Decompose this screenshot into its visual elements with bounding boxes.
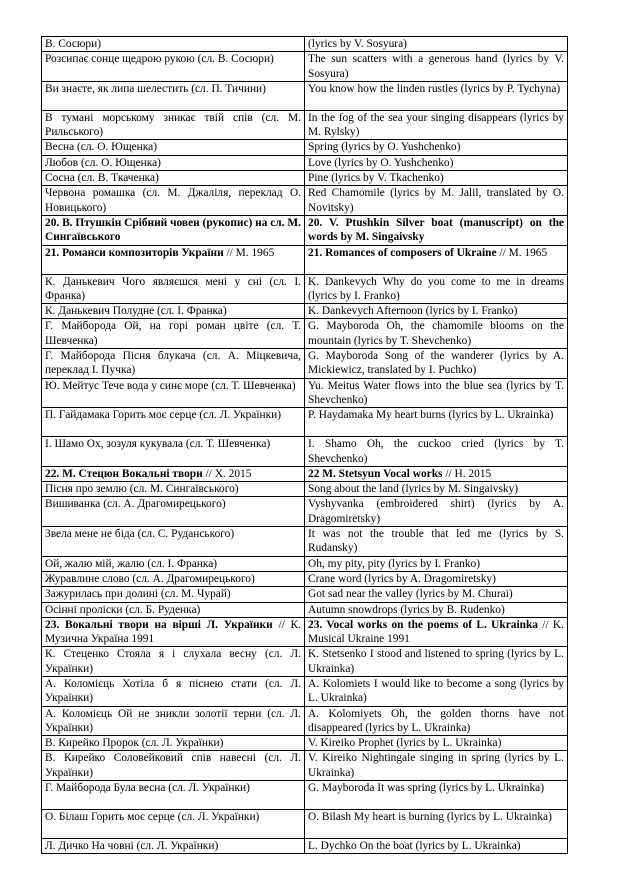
en-cell: Spring (lyrics by O. Yushchenko)	[305, 140, 568, 155]
table-row	[42, 556, 568, 571]
table-row	[42, 437, 568, 467]
table-row	[42, 52, 568, 82]
en-cell	[305, 245, 568, 274]
uk-cell: Г. Майборода Пісня блукача (сл. А. Міцкевича, переклад І. Пучка)	[42, 349, 305, 379]
uk-cell: Ю. Мейтус Тече вода у синє море (сл. Т. Шевченка)	[42, 378, 305, 408]
uk-cell: Журавлине слово (сл. А. Драгомирецького)	[42, 571, 305, 586]
table-row	[42, 171, 568, 186]
uk-cell: К. Данькевич Чого являєшся мені у сні (сл. І. Франка)	[42, 274, 305, 304]
uk-cell: П. Гайдамака Горить моє серце (сл. Л. Українки)	[42, 408, 305, 437]
table-row	[42, 349, 568, 379]
en-cell: In the fog of the sea your singing disappears (lyrics by M. Rylsky)	[305, 110, 568, 140]
table-row	[42, 378, 568, 408]
table-body	[42, 37, 568, 854]
uk-cell: Вишиванка (сл. А. Драгомирецького)	[42, 497, 305, 527]
table-row	[42, 839, 568, 854]
uk-cell: В. Кирейко Соловейковий спів навесні (сл. Л. Українки)	[42, 751, 305, 781]
uk-cell: Звела мене не біда (сл. С. Руданського)	[42, 527, 305, 557]
en-cell	[305, 617, 568, 647]
uk-cell: Ой, жалю мій, жалю (сл. І. Франка)	[42, 556, 305, 571]
table-row	[42, 810, 568, 839]
table-row	[42, 466, 568, 481]
table-row	[42, 602, 568, 617]
en-cell: A. Kolomiyets Oh, the golden thorns have not disappeared (lyrics by L. Ukrainka)	[305, 706, 568, 736]
en-cell: Red Chamomile (lyrics by M. Jalil, translated by O. Novitsky)	[305, 186, 568, 216]
uk-cell: Весна (сл. О. Ющенка)	[42, 140, 305, 155]
uk-cell: Ви знаєте, як липа шелестить (сл. П. Тичини)	[42, 81, 305, 110]
table-row	[42, 304, 568, 319]
en-heading-source: // H. 2015	[442, 467, 492, 480]
en-cell: G. Mayboroda It was spring (lyrics by L. Ukrainka)	[305, 781, 568, 810]
uk-heading-title: 21. Романси композиторів України	[45, 246, 224, 259]
uk-heading-source: // К. Музична Україна 1991	[45, 618, 301, 646]
en-cell-heading: 20. V. Ptushkin Silver boat (manuscript) on the words by M. Singaivsky	[305, 215, 568, 245]
table-row	[42, 571, 568, 586]
uk-cell: К. Данькевич Полудне (сл. І. Франка)	[42, 304, 305, 319]
en-heading-title: 21. Romances of composers of Ukraine	[308, 246, 497, 259]
table-row	[42, 408, 568, 437]
en-cell: The sun scatters with a generous hand (lyrics by V. Sosyura)	[305, 52, 568, 82]
en-cell: G. Mayboroda Oh, the chamomile blooms on the mountain (lyrics by T. Shevchenko)	[305, 319, 568, 349]
table-row	[42, 81, 568, 110]
en-cell: V. Kireiko Prophet (lyrics by L. Ukrainka)	[305, 736, 568, 751]
uk-cell	[42, 245, 305, 274]
en-cell: K. Dankevych Afternoon (lyrics by I. Franko)	[305, 304, 568, 319]
table-row	[42, 274, 568, 304]
uk-cell: В. Сосюри)	[42, 37, 305, 52]
table-row	[42, 706, 568, 736]
uk-heading-source: // М. 1965	[223, 246, 275, 259]
uk-cell: В тумані морському зникає твій спів (сл. М. Рильського)	[42, 110, 305, 140]
table-row	[42, 215, 568, 245]
en-cell: Song about the land (lyrics by M. Singaivsky)	[305, 482, 568, 497]
en-cell: Love (lyrics by O. Yushchenko)	[305, 155, 568, 170]
uk-cell: Пісня про землю (сл. М. Сингаївського)	[42, 482, 305, 497]
uk-cell: І. Шамо Ох, зозуля кукувала (сл. Т. Шевченка)	[42, 437, 305, 467]
uk-cell: Зажурилась при долині (сл. М. Чурай)	[42, 587, 305, 602]
uk-cell	[42, 466, 305, 481]
table-row	[42, 186, 568, 216]
table-row	[42, 617, 568, 647]
uk-cell-heading: 20. В. Птушкін Срібний човен (рукопис) на сл. М. Сингаївського	[42, 215, 305, 245]
en-cell: V. Kireiko Nightingale singing in spring (lyrics by L. Ukrainka)	[305, 751, 568, 781]
en-cell: K. Stetsenko I stood and listened to spring (lyrics by L. Ukrainka)	[305, 647, 568, 677]
uk-cell: К. Стеценко Стояла я і слухала весну (сл. Л. Українки)	[42, 647, 305, 677]
en-cell: P. Haydamaka My heart burns (lyrics by L. Ukrainka)	[305, 408, 568, 437]
table-row	[42, 676, 568, 706]
en-cell: G. Mayboroda Song of the wanderer (lyrics by A. Mickiewicz, translated by I. Puchko)	[305, 349, 568, 379]
en-heading-source: // M. 1965	[496, 246, 548, 259]
table-row	[42, 37, 568, 52]
en-heading-title: 22 M. Stetsyun Vocal works	[308, 467, 443, 480]
uk-cell: Г. Майборода Ой, на горі роман цвіте (сл. Т. Шевченка)	[42, 319, 305, 349]
table-row	[42, 155, 568, 170]
table-row	[42, 140, 568, 155]
en-heading-source: // K. Musical Ukraine 1991	[308, 618, 564, 646]
uk-cell: А. Коломієць Хотіла б я піснею стати (сл. Л. Українки)	[42, 676, 305, 706]
table-row	[42, 482, 568, 497]
en-cell: Pine (lyrics by V. Tkachenko)	[305, 171, 568, 186]
en-cell: Got sad near the valley (lyrics by M. Churai)	[305, 587, 568, 602]
uk-cell: Розсипає сонце щедрою рукою (сл. В. Сосюри)	[42, 52, 305, 82]
table-row	[42, 647, 568, 677]
bilingual-table	[41, 36, 568, 854]
uk-cell: О. Білаш Горить моє серце (сл. Л. Українки)	[42, 810, 305, 839]
table-row	[42, 319, 568, 349]
en-cell: Crane word (lyrics by A. Dragomiretsky)	[305, 571, 568, 586]
en-cell: You know how the linden rustles (lyrics by P. Tychyna)	[305, 81, 568, 110]
table-row	[42, 751, 568, 781]
uk-cell: Сосна (сл. В. Ткаченка)	[42, 171, 305, 186]
table-row	[42, 781, 568, 810]
uk-cell: Червона ромашка (сл. М. Джаліля, переклад О. Новицького)	[42, 186, 305, 216]
en-cell: O. Bilash My heart is burning (lyrics by L. Ukrainka)	[305, 810, 568, 839]
uk-cell: Любов (сл. О. Ющенка)	[42, 155, 305, 170]
en-cell: L. Dychko On the boat (lyrics by L. Ukrainka)	[305, 839, 568, 854]
en-heading-title: 23. Vocal works on the poems of L. Ukrainka	[308, 618, 538, 631]
uk-cell: А. Коломієць Ой не зникли золотії терни (сл. Л. Українки)	[42, 706, 305, 736]
uk-cell	[42, 617, 305, 647]
table-row	[42, 527, 568, 557]
table-row	[42, 497, 568, 527]
table-row	[42, 245, 568, 274]
uk-cell: Л. Дичко На човні (сл. Л. Українки)	[42, 839, 305, 854]
uk-heading-source: // Х. 2015	[202, 467, 252, 480]
en-cell: It was not the trouble that led me (lyrics by S. Rudansky)	[305, 527, 568, 557]
uk-cell: Г. Майборода Була весна (сл. Л. Українки)	[42, 781, 305, 810]
table-row	[42, 587, 568, 602]
en-cell	[305, 466, 568, 481]
en-cell: I. Shamo Oh, the cuckoo cried (lyrics by T. Shevchenko)	[305, 437, 568, 467]
uk-heading-title: 23. Вокальні твори на вірші Л. Українки	[45, 618, 273, 631]
en-cell: Yu. Meitus Water flows into the blue sea (lyrics by T. Shevchenko)	[305, 378, 568, 408]
uk-cell: Осінні пролiски (сл. Б. Руденка)	[42, 602, 305, 617]
en-cell: (lyrics by V. Sosyura)	[305, 37, 568, 52]
table-row	[42, 736, 568, 751]
uk-cell: В. Кирейко Пророк (сл. Л. Українки)	[42, 736, 305, 751]
en-cell: A. Kolomiets I would like to become a song (lyrics by L. Ukrainka)	[305, 676, 568, 706]
en-cell: K. Dankevych Why do you come to me in dreams (lyrics by I. Franko)	[305, 274, 568, 304]
table-row	[42, 110, 568, 140]
en-cell: Autumn snowdrops (lyrics by B. Rudenko)	[305, 602, 568, 617]
en-cell: Oh, my pity, pity (lyrics by I. Franko)	[305, 556, 568, 571]
en-cell: Vyshyvanka (embroidered shirt) (lyrics by A. Dragomiretsky)	[305, 497, 568, 527]
uk-heading-title: 22. М. Стецюн Вокальні твори	[45, 467, 203, 480]
